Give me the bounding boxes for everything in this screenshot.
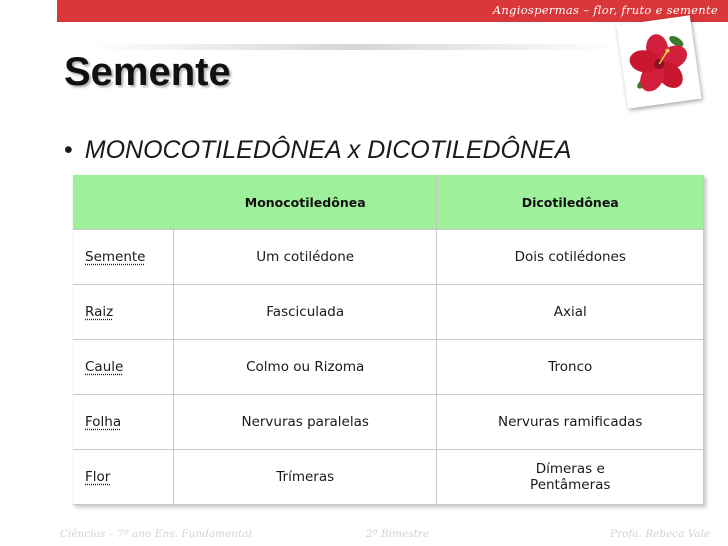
table-row: [73, 450, 704, 505]
dico-cell: Nervuras ramificadas: [437, 395, 704, 450]
page-title: Semente: [64, 50, 231, 94]
mono-cell: Colmo ou Rizoma: [173, 340, 437, 395]
header-bar: [57, 0, 728, 22]
row-label-text: Raiz: [85, 304, 114, 320]
table-header-mono: Monocotiledônea: [173, 175, 437, 230]
mono-cell: Nervuras paralelas: [173, 395, 437, 450]
row-label-text: Flor: [85, 469, 111, 485]
flower-photo: [617, 15, 702, 108]
footer-term: 2º Bimestre: [366, 528, 430, 540]
table-row: [73, 230, 704, 285]
row-label-text: Folha: [85, 414, 122, 430]
row-label: [73, 450, 173, 505]
mono-cell: Trímeras: [173, 450, 437, 505]
comparison-table: [73, 175, 704, 505]
hibiscus-flower-icon: [619, 18, 699, 107]
dico-cell-line: Dímeras e: [535, 461, 605, 477]
row-label-text: Caule: [85, 359, 124, 375]
dico-cell: Axial: [437, 285, 704, 340]
table-header-row: [73, 175, 704, 230]
header-subject: Angiospermas – flor, fruto e semente: [492, 3, 718, 17]
dico-cell: Dois cotilédones: [437, 230, 704, 285]
row-label: [73, 285, 173, 340]
mono-cell: Um cotilédone: [173, 230, 437, 285]
row-label: [73, 230, 173, 285]
bullet-heading: [64, 136, 571, 165]
footer-teacher: Profa. Rebeca Vale: [610, 528, 711, 540]
table-row: [73, 340, 704, 395]
dico-cell-line: Pentâmeras: [530, 477, 611, 493]
table-header-dico: Dicotiledônea: [437, 175, 704, 230]
table-row: [73, 285, 704, 340]
table-row: [73, 395, 704, 450]
bullet-text: MONOCOTILEDÔNEA x DICOTILEDÔNEA: [84, 136, 572, 164]
footer-course: Ciências – 7º ano Ens. Fundamental: [60, 528, 252, 540]
bullet-dot: •: [64, 136, 73, 164]
table-header-empty: [73, 175, 173, 230]
mono-cell: Fasciculada: [173, 285, 437, 340]
dico-cell: [437, 450, 704, 505]
row-label: [73, 340, 173, 395]
row-label-text: Semente: [85, 249, 146, 265]
row-label: [73, 395, 173, 450]
dico-cell: Tronco: [437, 340, 704, 395]
